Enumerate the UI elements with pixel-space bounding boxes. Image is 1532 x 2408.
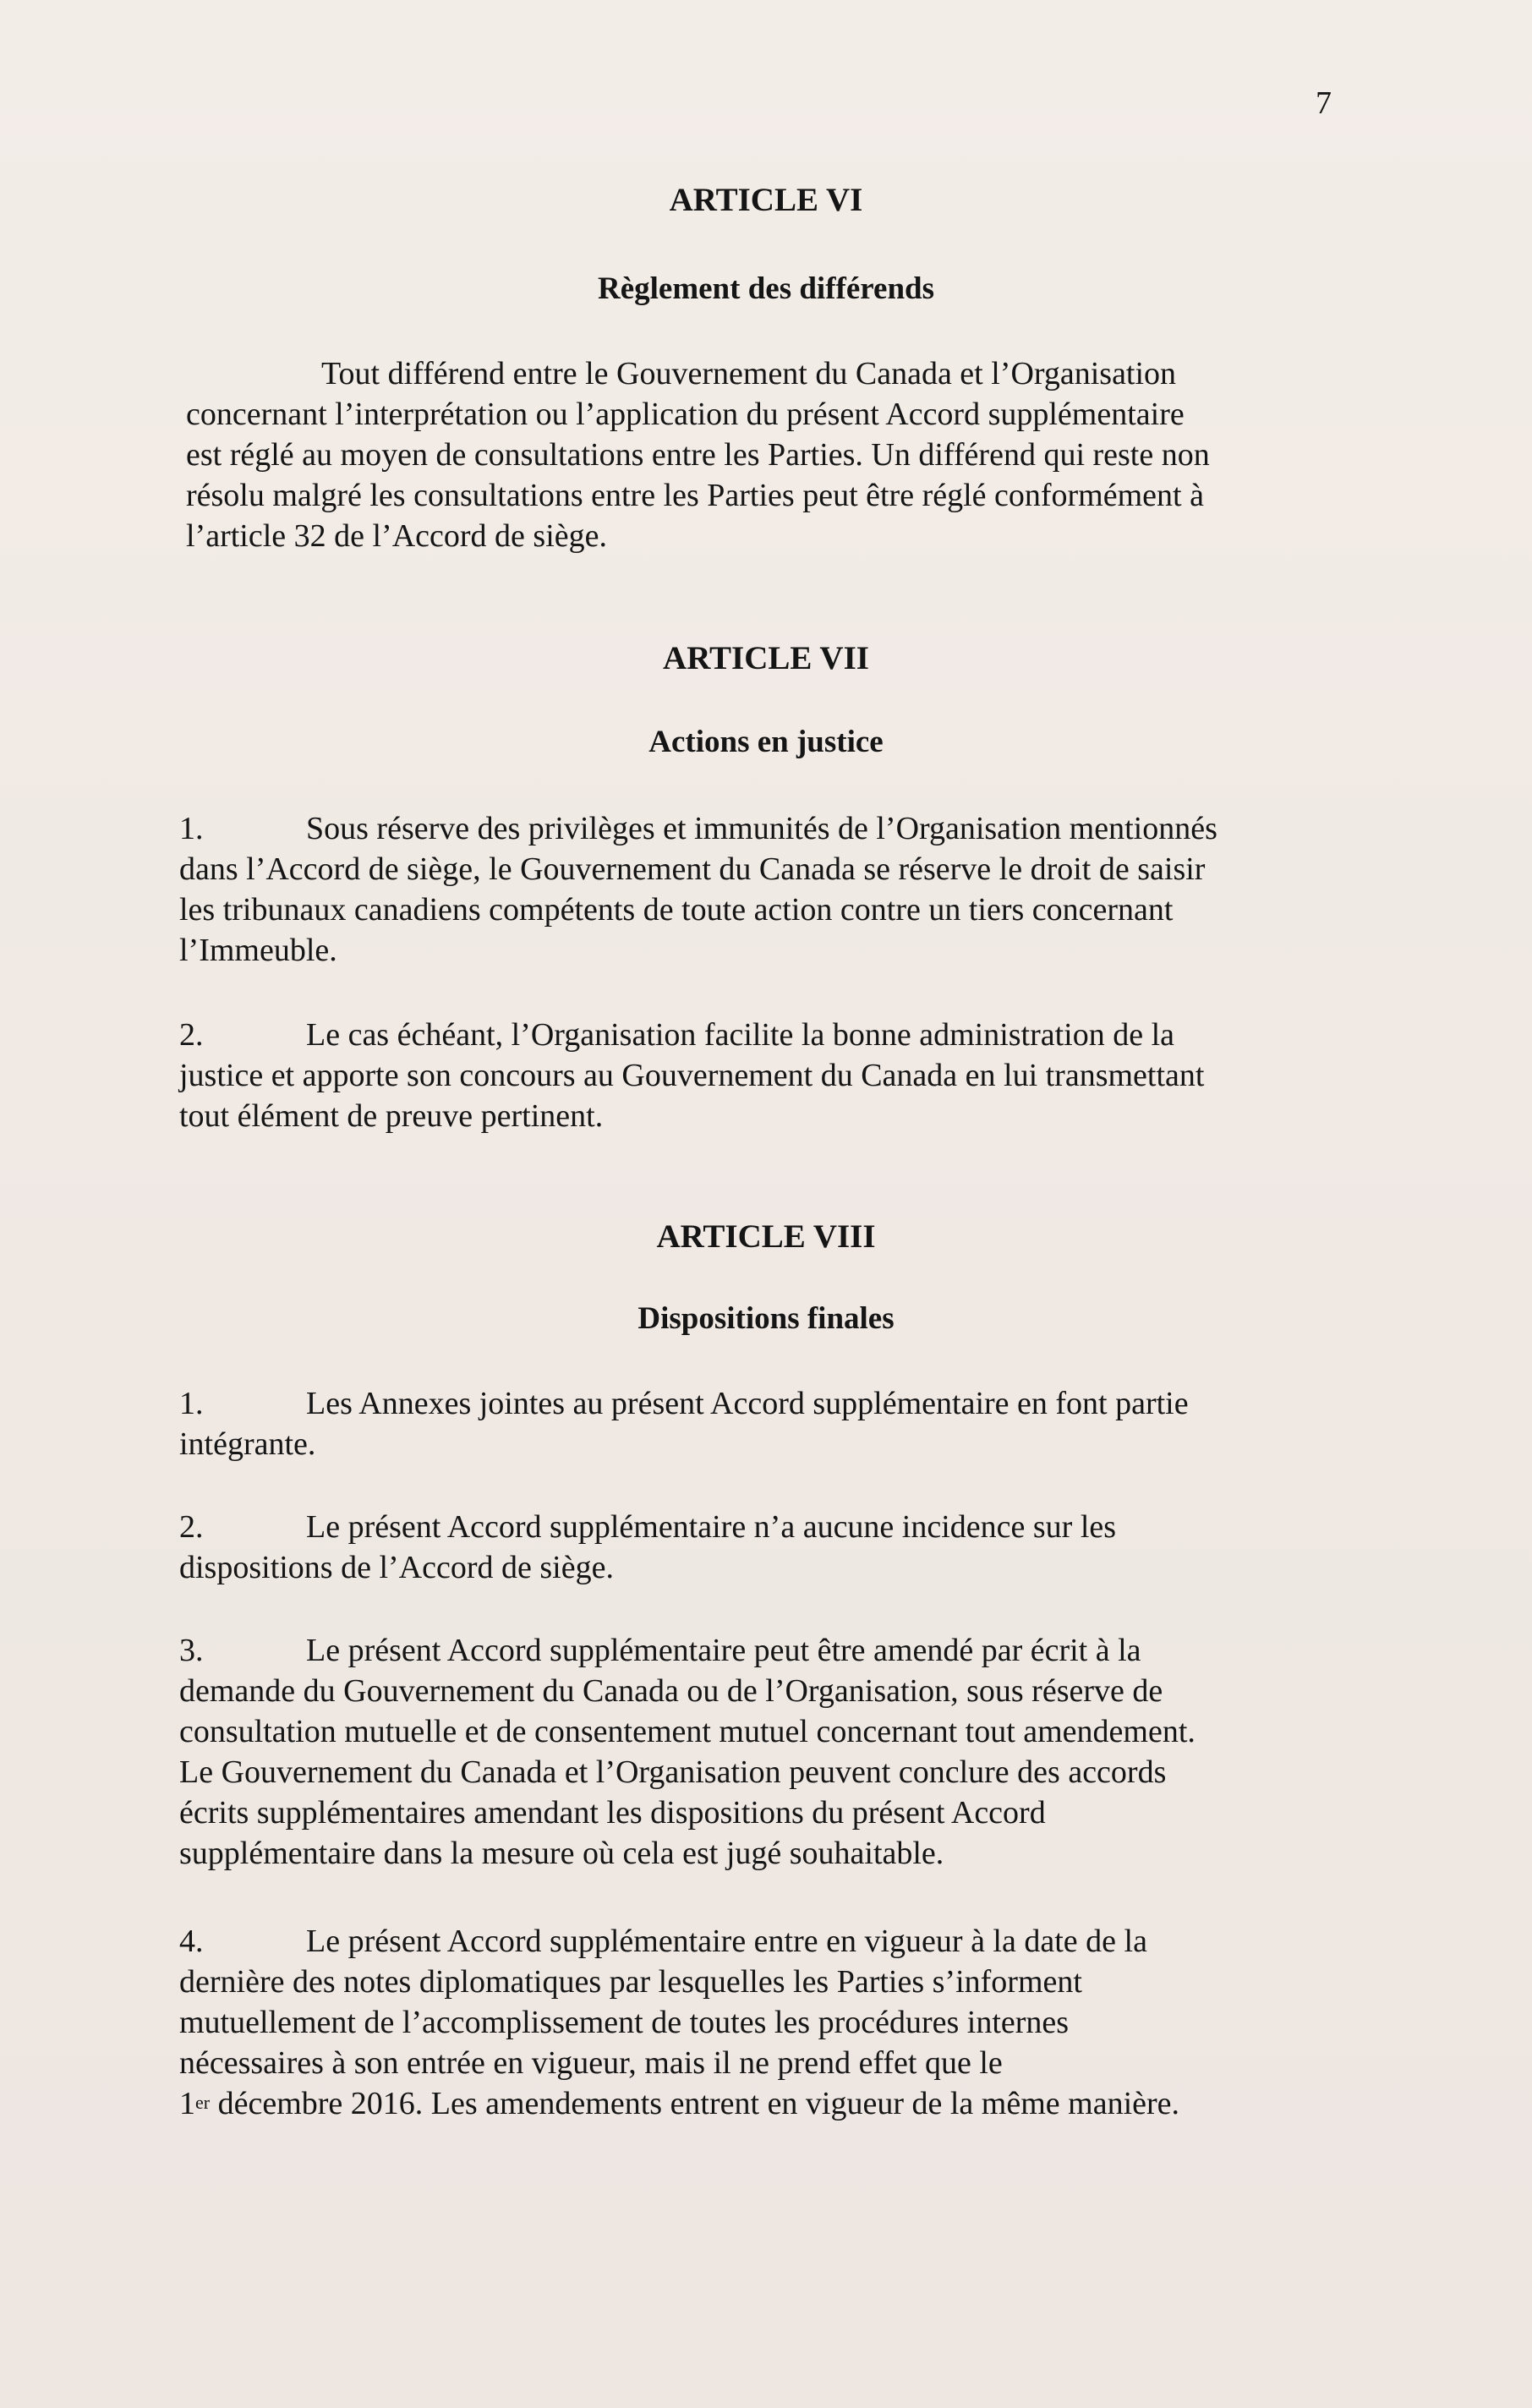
paragraph-line: tout élément de preuve pertinent.	[179, 1098, 604, 1134]
paragraph-line: supplémentaire dans la mesure où cela est jugé souhaitable.	[179, 1836, 944, 1871]
paragraph-line: Les Annexes jointes au présent Accord supplémentaire en font partie	[306, 1386, 1189, 1421]
article-8-paragraph-3	[179, 1630, 1338, 1874]
paragraph-line: dispositions de l’Accord de siège.	[179, 1550, 614, 1585]
paragraph-line-last	[179, 2083, 1338, 2124]
paragraph-number: 1.	[179, 1386, 204, 1421]
paragraph-line: Tout différend entre le Gouvernement du Canada et l’Organisation	[321, 356, 1177, 391]
ordinal-suffix: er	[195, 2092, 211, 2113]
article-6-paragraph	[186, 353, 1344, 556]
article-6-title: ARTICLE VI	[669, 182, 863, 218]
paragraph-line: dernière des notes diplomatiques par lesquelles les Parties s’informent	[179, 1964, 1082, 2000]
paragraph-line: demande du Gouvernement du Canada ou de l’Organisation, sous réserve de	[179, 1673, 1163, 1709]
paragraph-number: 1.	[179, 811, 204, 846]
page-number: 7	[1316, 85, 1332, 121]
paragraph-line: les tribunaux canadiens compétents de toute action contre un tiers concernant	[179, 892, 1174, 928]
article-7-paragraph-1	[179, 808, 1338, 971]
paragraph-line: écrits supplémentaires amendant les dispositions du présent Accord	[179, 1795, 1046, 1831]
date-day: 1	[179, 2086, 195, 2121]
paragraph-line: Le présent Accord supplémentaire entre en vigueur à la date de la	[306, 1924, 1147, 1959]
paragraph-line: mutuellement de l’accomplissement de toutes les procédures internes	[179, 2005, 1070, 2040]
paragraph-line: Le cas échéant, l’Organisation facilite la bonne administration de la	[306, 1017, 1175, 1053]
paragraph-line: l’article 32 de l’Accord de siège.	[186, 518, 607, 554]
paragraph-line: résolu malgré les consultations entre les Parties peut être réglé conformément à	[186, 478, 1204, 513]
paragraph-number: 4.	[179, 1924, 204, 1959]
paragraph-line: Le présent Accord supplémentaire peut être amendé par écrit à la	[306, 1633, 1141, 1668]
paragraph-number: 2.	[179, 1017, 204, 1053]
paragraph-line: Sous réserve des privilèges et immunités de l’Organisation mentionnés	[306, 811, 1217, 846]
paragraph-number: 2.	[179, 1509, 204, 1545]
article-6-subtitle: Règlement des différends	[597, 271, 935, 306]
article-8-paragraph-4	[179, 1921, 1338, 2124]
paragraph-line: concernant l’interprétation ou l’application du présent Accord supplémentaire	[186, 397, 1185, 432]
paragraph-line: l’Immeuble.	[179, 933, 337, 968]
paragraph-line: Le Gouvernement du Canada et l’Organisation peuvent conclure des accords	[179, 1754, 1167, 1790]
article-7-subtitle: Actions en justice	[648, 725, 884, 759]
paragraph-line: consultation mutuelle et de consentement mutuel concernant tout amendement.	[179, 1714, 1196, 1749]
paragraph-line: est réglé au moyen de consultations entre les Parties. Un différend qui reste non	[186, 437, 1210, 473]
paragraph-line: justice et apporte son concours au Gouvernement du Canada en lui transmettant	[179, 1058, 1205, 1093]
paragraph-line: intégrante.	[179, 1426, 316, 1462]
article-8-subtitle: Dispositions finales	[637, 1301, 895, 1336]
paragraph-line: dans l’Accord de siège, le Gouvernement du Canada se réserve le droit de saisir	[179, 851, 1206, 887]
paragraph-line: nécessaires à son entrée en vigueur, mais il ne prend effet que le	[179, 2045, 1003, 2081]
article-7-title: ARTICLE VII	[663, 640, 869, 676]
article-7-paragraph-2	[179, 1015, 1338, 1136]
paragraph-number: 3.	[179, 1633, 204, 1668]
article-8-title: ARTICLE VIII	[656, 1218, 876, 1255]
article-8-paragraph-1	[179, 1383, 1338, 1464]
date-rest: décembre 2016. Les amendements entrent en vigueur de la même manière.	[210, 2086, 1180, 2121]
article-8-paragraph-2	[179, 1507, 1338, 1588]
paragraph-line: Le présent Accord supplémentaire n’a aucune incidence sur les	[306, 1509, 1117, 1545]
